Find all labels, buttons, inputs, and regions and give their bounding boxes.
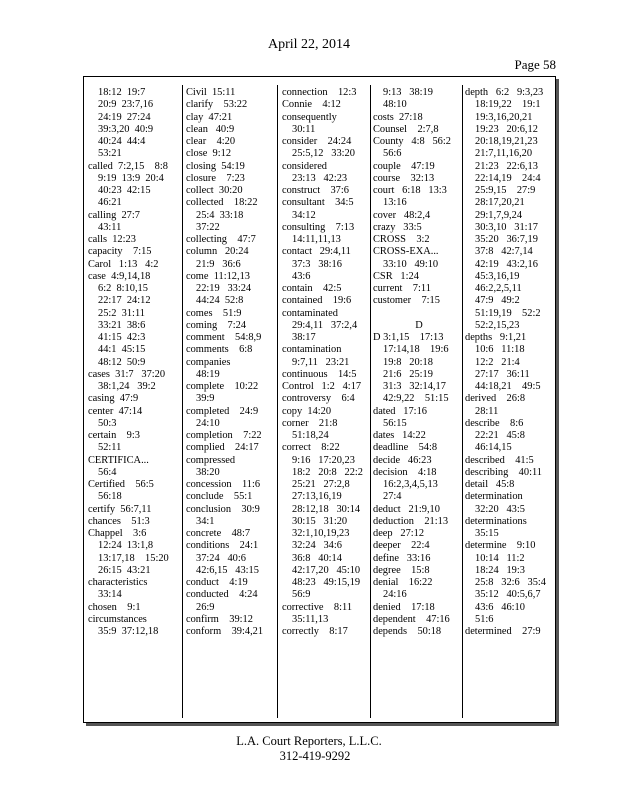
- index-entry: contact 29:4,11: [282, 246, 351, 258]
- index-entry: construct 37:6: [282, 185, 349, 196]
- index-entry-continuation: 48:23 49:15,19: [292, 577, 361, 588]
- index-entry-continuation: 56:4: [98, 466, 117, 478]
- footer-company: L.A. Court Reporters, L.L.C.: [236, 734, 382, 748]
- index-entry-continuation: 43:11: [98, 221, 122, 233]
- index-entry: conditions 24:1: [186, 540, 259, 552]
- index-entry-continuation: 9:7,11 23:21: [292, 356, 350, 368]
- index-entry: Chappel 3:6: [88, 528, 147, 539]
- index-entry: describe 8:6: [465, 417, 524, 429]
- index-entry: calls 12:23: [88, 234, 136, 245]
- index-entry: collected 18:22: [186, 197, 258, 209]
- index-entry-continuation: 44:18,21 49:5: [475, 381, 541, 392]
- index-entry-continuation: 51:6: [475, 613, 494, 625]
- index-entry: Carol 1:13 4:2: [88, 258, 159, 270]
- index-entry: deduction 21:13: [373, 515, 449, 527]
- index-entry-continuation: 44:1 45:15: [98, 344, 146, 356]
- index-entry-continuation: 26:9: [196, 601, 215, 613]
- index-entry: considered: [282, 160, 328, 172]
- index-entry: completed 24:9: [186, 405, 259, 417]
- index-entry: clarify 53:22: [186, 99, 248, 111]
- index-entry-continuation: 20:9 23:7,16: [98, 99, 154, 111]
- index-entry-continuation: 41:15 42:3: [98, 332, 146, 343]
- index-entry: Counsel 2:7,8: [373, 123, 439, 135]
- index-entry-continuation: 37:3 38:16: [292, 258, 342, 270]
- index-entry-continuation: 35:11,13: [292, 613, 329, 625]
- index-entry-continuation: 29:4,11 37:2,4: [292, 319, 358, 331]
- index-entry-continuation: 27:13,16,19: [292, 491, 342, 503]
- index-entry-continuation: 25:8 32:6 35:4: [475, 577, 547, 588]
- index-entry: dependent 47:16: [373, 613, 450, 625]
- index-entry-continuation: 28:17,20,21: [475, 197, 525, 209]
- index-entry-continuation: 22:14,19 24:4: [475, 172, 541, 184]
- index-entry-continuation: 45:3,16,19: [475, 270, 520, 282]
- index-entry: close 9:12: [186, 148, 232, 160]
- index-entry-continuation: 20:18,19,21,23: [475, 136, 538, 147]
- index-entry: confirm 39:12: [186, 613, 253, 625]
- index-entry-continuation: 34:12: [292, 209, 316, 221]
- index-entry-continuation: 35:12 40:5,6,7: [475, 589, 541, 601]
- index-entry-continuation: 22:19 33:24: [196, 283, 252, 294]
- index-entry: Certified 56:5: [88, 479, 154, 490]
- index-entry: define 33:16: [373, 552, 431, 564]
- index-entry-continuation: 42:9,22 51:15: [383, 393, 449, 405]
- index-entry: determination: [465, 491, 523, 503]
- index-entry: collect 30:20: [186, 185, 243, 196]
- index-entry: deep 27:12: [373, 528, 425, 539]
- index-entry-continuation: 35:9 37:12,18: [98, 626, 159, 637]
- index-entry: depths 9:1,21: [465, 332, 527, 343]
- index-entry-continuation: 25:21 27:2,8: [292, 479, 350, 490]
- index-entry: corner 21:8: [282, 417, 338, 429]
- index-entry: closing 54:19: [186, 160, 245, 172]
- index-entry: dates 14:22: [373, 430, 426, 441]
- document-date: April 22, 2014: [267, 37, 351, 52]
- index-entry-continuation: 42:19 43:2,16: [475, 258, 538, 270]
- index-entry-continuation: 25:5,12 33:20: [292, 148, 355, 160]
- index-entry-continuation: 52:11: [98, 442, 122, 454]
- index-entry: clay 47:21: [186, 111, 233, 123]
- index-entry-continuation: 9:13 38:19: [383, 87, 433, 98]
- index-column-3: [282, 87, 374, 716]
- index-entry: chances 51:3: [88, 515, 150, 527]
- index-entry: connection 12:3: [282, 87, 357, 98]
- index-entry-continuation: 13:16: [383, 197, 407, 209]
- index-entry-continuation: 25:4 33:18: [196, 209, 244, 221]
- index-entry: comes 51:9: [186, 307, 242, 319]
- index-entry-continuation: 32:1,10,19,23: [292, 528, 350, 539]
- index-entry: conduct 4:19: [186, 577, 248, 588]
- index-entry-continuation: 30:15 31:20: [292, 515, 348, 527]
- index-entry: concrete 48:7: [186, 528, 251, 539]
- index-entry: comments 6:8: [186, 344, 253, 356]
- index-entry-continuation: 24:10: [196, 417, 220, 429]
- index-entry-continuation: 39:3,20 40:9: [98, 123, 154, 135]
- index-entry-continuation: 36:8 40:14: [292, 552, 342, 564]
- index-column-5: [465, 87, 553, 716]
- index-entry-continuation: 35:15: [475, 528, 499, 539]
- index-entry-continuation: 18:12 19:7: [98, 87, 146, 98]
- index-entry: certain 9:3: [88, 430, 140, 441]
- index-entry: consider 24:24: [282, 136, 352, 147]
- index-entry: Civil 15:11: [186, 87, 236, 98]
- index-entry: conclude 55:1: [186, 491, 253, 503]
- index-entry: couple 47:19: [373, 160, 435, 172]
- index-entry-continuation: 40:23 42:15: [98, 185, 151, 196]
- index-entry-continuation: 46:21: [98, 197, 122, 209]
- index-entry: decision 4:18: [373, 466, 437, 478]
- index-entry: crazy 33:5: [373, 221, 422, 233]
- index-entry-continuation: 24:19 27:24: [98, 111, 151, 123]
- index-entry-continuation: 29:1,7,9,24: [475, 209, 523, 221]
- index-entry-continuation: 33:14: [98, 589, 122, 601]
- index-entry-continuation: 43:6 46:10: [475, 601, 525, 613]
- index-entry: come 11:12,13: [186, 270, 250, 282]
- index-entry: CROSS 3:2: [373, 234, 430, 245]
- index-entry: center 47:14: [88, 405, 143, 417]
- footer-phone: 312-419-9292: [279, 749, 351, 763]
- index-entry: CERTIFICA...: [88, 454, 149, 466]
- index-entry: cover 48:2,4: [373, 209, 431, 221]
- index-entry-continuation: 37:22: [196, 221, 220, 233]
- index-frame: [83, 76, 556, 723]
- index-entry: course 32:13: [373, 172, 435, 184]
- index-entry: Connie 4:12: [282, 99, 341, 111]
- index-entry-continuation: 50:3: [98, 417, 117, 429]
- index-entry-continuation: 6:2 8:10,15: [98, 283, 148, 294]
- index-entry-continuation: 10:6 11:18: [475, 344, 525, 356]
- index-entry: consultant 34:5: [282, 197, 354, 209]
- index-entry: clear 4:20: [186, 136, 236, 147]
- index-entry-continuation: 35:20 36:7,19: [475, 234, 538, 245]
- index-entry: costs 27:18: [373, 111, 423, 123]
- index-entry: court 6:18 13:3: [373, 185, 447, 196]
- index-entry: deeper 22:4: [373, 540, 430, 552]
- index-entry: contained 19:6: [282, 295, 352, 307]
- index-entry-continuation: 14:11,11,13: [292, 234, 341, 245]
- index-entry-continuation: 53:21: [98, 148, 122, 160]
- index-entry: coming 7:24: [186, 319, 247, 331]
- index-entry-continuation: 33:21 38:6: [98, 319, 146, 331]
- index-entry-continuation: 43:6: [292, 270, 311, 282]
- index-entry: called 7:2,15 8:8: [88, 160, 168, 172]
- index-entry-continuation: 21:9 36:6: [196, 258, 241, 270]
- index-entry-continuation: 42:6,15 43:15: [196, 564, 259, 576]
- index-entry-continuation: 32:24 34:6: [292, 540, 342, 552]
- index-entry: correct 8:22: [282, 442, 340, 454]
- index-entry-continuation: 25:9,15 27:9: [475, 185, 536, 196]
- index-entry: describing 40:11: [465, 466, 542, 478]
- column-divider: [370, 85, 371, 718]
- index-entry-continuation: 39:9: [196, 393, 215, 405]
- index-entry-continuation: 25:2 31:11: [98, 307, 145, 319]
- index-entry: deduct 21:9,10: [373, 503, 440, 515]
- index-entry-continuation: 24:16: [383, 589, 407, 601]
- index-entry-continuation: 51:18,24: [292, 430, 329, 441]
- index-entry-continuation: 46:14,15: [475, 442, 512, 454]
- index-entry: depth 6:2 9:3,23: [465, 87, 544, 98]
- index-entry-continuation: 56:6: [383, 148, 402, 160]
- index-entry: case 4:9,14,18: [88, 270, 151, 282]
- index-entry: characteristics: [88, 577, 148, 588]
- column-divider: [182, 85, 183, 718]
- index-entry-continuation: 18:2 20:8 22:2: [292, 466, 364, 478]
- index-entry-continuation: 21:23 22:6,13: [475, 160, 538, 172]
- index-entry-continuation: 56:15: [383, 417, 407, 429]
- index-entry-continuation: 18:19,22 19:1: [475, 99, 541, 111]
- index-entry-continuation: 48:19: [196, 368, 220, 380]
- index-entry: D 3:1,15 17:13: [373, 332, 444, 343]
- index-entry-continuation: 22:17 24:12: [98, 295, 151, 307]
- index-entry: corrective 8:11: [282, 601, 353, 613]
- index-entry-continuation: 22:21 45:8: [475, 430, 525, 441]
- index-entry: certify 56:7,11: [88, 503, 152, 515]
- index-entry-continuation: 52:2,15,23: [475, 319, 520, 331]
- index-entry-continuation: 56:9: [292, 589, 311, 601]
- index-entry: completion 7:22: [186, 430, 262, 441]
- index-entry: determinations: [465, 515, 527, 527]
- index-entry: CROSS-EXA...: [373, 246, 439, 258]
- index-entry-continuation: 48:12 50:9: [98, 356, 146, 368]
- index-entry-continuation: 19:23 20:6,12: [475, 123, 538, 135]
- index-entry: casing 47:9: [88, 393, 139, 405]
- index-entry: chosen 9:1: [88, 601, 141, 613]
- index-entry: determined 27:9: [465, 626, 541, 637]
- index-entry: current 7:11: [373, 283, 431, 294]
- index-entry: controversy 6:4: [282, 393, 355, 405]
- index-entry: described 41:5: [465, 454, 534, 466]
- index-entry-continuation: 32:20 43:5: [475, 503, 525, 515]
- index-entry-continuation: 10:14 11:2: [475, 552, 525, 564]
- index-entry: companies: [186, 356, 231, 368]
- index-entry: capacity 7:15: [88, 246, 152, 258]
- index-entry-continuation: 12:24 13:1,8: [98, 540, 154, 552]
- index-entry: deadline 54:8: [373, 442, 438, 454]
- index-entry: correctly 8:17: [282, 626, 348, 637]
- index-entry: comment 54:8,9: [186, 332, 262, 343]
- index-entry: determine 9:10: [465, 540, 536, 552]
- index-entry-continuation: 37:8 42:7,14: [475, 246, 533, 258]
- index-entry-continuation: 21:7,11,16,20: [475, 148, 533, 160]
- index-entry-continuation: 37:24 40:6: [196, 552, 246, 564]
- index-entry: collecting 47:7: [186, 234, 256, 245]
- index-entry-continuation: 38:20: [196, 466, 220, 478]
- index-entry-continuation: 18:24 19:3: [475, 564, 525, 576]
- index-entry: contaminated: [282, 307, 338, 319]
- index-entry-continuation: 34:1: [196, 515, 215, 527]
- index-entry-continuation: 33:10 49:10: [383, 258, 439, 270]
- index-entry-continuation: 30:11: [292, 123, 316, 135]
- index-letter-heading: D: [415, 319, 423, 331]
- index-column-1: [88, 87, 180, 716]
- index-entry: Control 1:2 4:17: [282, 381, 362, 392]
- index-entry: concession 11:6: [186, 479, 261, 490]
- index-entry-continuation: 46:2,2,5,11: [475, 283, 522, 294]
- index-entry-continuation: 38:17: [292, 332, 316, 343]
- index-entry: conclusion 30:9: [186, 503, 260, 515]
- index-entry: continuous 14:5: [282, 368, 357, 380]
- index-entry-continuation: 26:15 43:21: [98, 564, 151, 576]
- index-entry: decide 46:23: [373, 454, 432, 466]
- index-entry-continuation: 27:17 36:11: [475, 368, 530, 380]
- index-entry: conducted 4:24: [186, 589, 258, 601]
- column-divider: [277, 85, 278, 718]
- index-entry: calling 27:7: [88, 209, 140, 221]
- index-entry: County 4:8 56:2: [373, 136, 451, 147]
- index-entry: complied 24:17: [186, 442, 259, 454]
- index-entry: consequently: [282, 111, 337, 123]
- index-entry: closure 7:23: [186, 172, 245, 184]
- index-entry-continuation: 21:6 25:19: [383, 368, 433, 380]
- index-entry: degree 15:8: [373, 564, 430, 576]
- index-entry-continuation: 12:2 21:4: [475, 356, 520, 368]
- index-entry: CSR 1:24: [373, 270, 419, 282]
- index-entry-continuation: 44:24 52:8: [196, 295, 244, 307]
- index-entry-continuation: 47:9 49:2: [475, 295, 520, 307]
- index-entry-continuation: 19:3,16,20,21: [475, 111, 533, 123]
- index-entry: complete 10:22: [186, 381, 259, 392]
- index-entry: circumstances: [88, 613, 147, 625]
- index-entry: conform 39:4,21: [186, 626, 264, 637]
- index-entry-continuation: 17:14,18 19:6: [383, 344, 449, 356]
- index-entry-continuation: 9:19 13:9 20:4: [98, 172, 164, 184]
- index-entry: depends 50:18: [373, 626, 442, 637]
- index-entry: [373, 308, 465, 320]
- index-entry: customer 7:15: [373, 295, 440, 307]
- index-entry: copy 14:20: [282, 405, 332, 417]
- index-entry-continuation: 19:8 20:18: [383, 356, 433, 368]
- index-entry-continuation: 13:17,18 15:20: [98, 552, 169, 564]
- index-entry: consulting 7:13: [282, 221, 355, 233]
- index-entry-continuation: 23:13 42:23: [292, 172, 348, 184]
- index-entry: dated 17:16: [373, 405, 427, 417]
- index-entry: contain 42:5: [282, 283, 342, 294]
- column-divider: [462, 85, 463, 718]
- index-column-4: [373, 87, 465, 716]
- index-entry: detail 45:8: [465, 479, 515, 490]
- page-number: Page 58: [514, 57, 556, 72]
- index-entry-continuation: 48:10: [383, 99, 407, 111]
- index-entry: denied 17:18: [373, 601, 435, 613]
- index-entry: column 20:24: [186, 246, 249, 258]
- index-entry-continuation: 27:4: [383, 491, 402, 503]
- index-entry: contamination: [282, 344, 342, 356]
- index-entry: denial 16:22: [373, 577, 433, 588]
- index-entry-continuation: 51:19,19 52:2: [475, 307, 541, 319]
- index-entry-continuation: 9:16 17:20,23: [292, 454, 355, 466]
- index-entry: clean 40:9: [186, 123, 235, 135]
- index-entry-continuation: 38:1,24 39:2: [98, 381, 156, 392]
- index-entry-continuation: 56:18: [98, 491, 122, 503]
- index-entry-continuation: 42:17,20 45:10: [292, 564, 361, 576]
- index-entry: derived 26:8: [465, 393, 526, 405]
- index-entry-continuation: 30:3,10 31:17: [475, 221, 538, 233]
- index-entry-continuation: 28:11: [475, 405, 499, 417]
- index-entry-continuation: 40:24 44:4: [98, 136, 146, 147]
- index-entry-continuation: 28:12,18 30:14: [292, 503, 361, 515]
- index-entry-continuation: 16:2,3,4,5,13: [383, 479, 438, 490]
- index-entry-continuation: 31:3 32:14,17: [383, 381, 446, 392]
- index-entry: compressed: [186, 454, 236, 466]
- index-entry: cases 31:7 37:20: [88, 368, 166, 380]
- index-column-2: [186, 87, 278, 716]
